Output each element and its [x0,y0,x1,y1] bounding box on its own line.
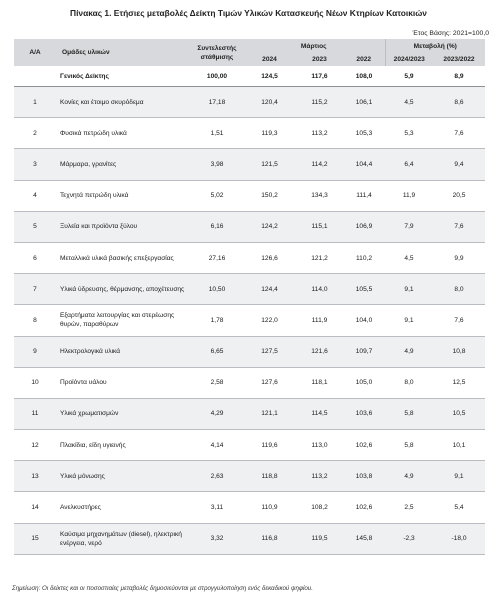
row-number: 6 [14,242,56,273]
index-2022: 111,4 [343,180,385,211]
change-2024-2023: 4,9 [385,461,433,492]
change-2024-2023: 5,3 [385,118,433,149]
weight-value: 3,98 [191,149,243,180]
table-row [14,274,485,305]
change-2024-2023: 8,0 [385,367,433,398]
header-year-2022: 2022 [343,53,385,66]
row-number: 1 [14,87,56,118]
general-index-name: Γενικός Δείκτης [56,66,191,87]
index-2024: 124,4 [243,274,296,305]
table-row [14,492,485,523]
table-row [14,118,485,149]
index-2024: 150,2 [243,180,296,211]
table-row [14,180,485,211]
table-title: Πίνακας 1. Ετήσιες μεταβολές Δείκτη Τιμών Υλικών Κατασκευής Νέων Κτηρίων Κατοικιών [70,8,427,18]
material-group-name: Ηλεκτρολογικά υλικά [56,336,191,367]
material-group-name: Ξυλεία και προϊόντα ξύλου [56,211,191,242]
material-group-name: Φυσικά πετρώδη υλικά [56,118,191,149]
row-number: 12 [14,430,56,461]
row-number: 13 [14,461,56,492]
general-index-row [14,66,485,87]
change-2024-2023: 6,4 [385,149,433,180]
index-2022: 110,2 [343,242,385,273]
table-row [14,211,485,242]
change-2024-2023: 7,9 [385,211,433,242]
index-2024: 119,3 [243,118,296,149]
general-index-change-2023-2022: 8,9 [433,66,485,87]
index-2024: 121,1 [243,398,296,429]
header-change-2023-2022: 2023/2022 [433,53,485,66]
index-2024: 116,8 [243,523,296,554]
change-2023-2022: 10,1 [433,430,485,461]
change-2023-2022: 7,6 [433,118,485,149]
index-2023: 113,2 [296,118,343,149]
index-2022: 106,1 [343,87,385,118]
material-group-name: Ανελκυστήρες [56,492,191,523]
index-2022: 105,3 [343,118,385,149]
weight-value: 6,65 [191,336,243,367]
header-year-2023: 2023 [296,53,343,66]
index-2024: 124,2 [243,211,296,242]
change-2024-2023: -2,3 [385,523,433,554]
material-group-name: Τεχνητά πετρώδη υλικά [56,180,191,211]
material-group-name: Εξαρτήματα λειτουργίας και στερέωσης θυρών, παραθύρων [56,305,191,336]
index-2023: 111,9 [296,305,343,336]
general-index-weight: 100,00 [191,66,243,87]
material-group-name: Κονίες και έτοιμο σκυρόδεμα [56,87,191,118]
table-row [14,149,485,180]
material-group-name: Υλικά ύδρευσης, θέρμανσης, αποχέτευσης [56,274,191,305]
index-2024: 120,4 [243,87,296,118]
material-group-name: Μάρμαρα, γρανίτες [56,149,191,180]
index-2023: 108,2 [296,492,343,523]
index-2022: 102,6 [343,492,385,523]
index-2023: 115,2 [296,87,343,118]
table-header [14,39,485,66]
general-index-change-2024-2023: 5,9 [385,66,433,87]
index-2023: 113,0 [296,430,343,461]
index-2022: 145,8 [343,523,385,554]
index-2023: 134,3 [296,180,343,211]
table-row [14,305,485,336]
change-2023-2022: 7,6 [433,305,485,336]
index-2023: 113,2 [296,461,343,492]
row-number: 11 [14,398,56,429]
weight-value: 1,51 [191,118,243,149]
row-number: 9 [14,336,56,367]
row-number: 7 [14,274,56,305]
index-2024: 119,6 [243,430,296,461]
change-2023-2022: 8,6 [433,87,485,118]
header-march: Μάρτιος [243,39,385,53]
table-row [14,87,485,118]
index-2022: 106,9 [343,211,385,242]
change-2023-2022: 9,9 [433,242,485,273]
change-2023-2022: 7,6 [433,211,485,242]
index-2024: 127,5 [243,336,296,367]
weight-value: 6,16 [191,211,243,242]
base-year-label: Έτος Βάσης: 2021=100,0 [412,30,489,37]
header-change-2024-2023: 2024/2023 [385,53,433,66]
weight-value: 3,32 [191,523,243,554]
change-2024-2023: 5,8 [385,398,433,429]
change-2023-2022: 8,0 [433,274,485,305]
row-number: 8 [14,305,56,336]
index-2024: 122,0 [243,305,296,336]
index-2022: 103,6 [343,398,385,429]
header-change: Μεταβολή (%) [385,39,485,53]
index-2022: 104,4 [343,149,385,180]
footnote: Σημείωση: Οι δείκτες και οι ποσοστιαίες μεταβολές δημοσιεύονται με στρογγυλοποίηση ενός δεκαδικού ψηφίου. [12,585,313,592]
index-2023: 121,2 [296,242,343,273]
change-2024-2023: 4,9 [385,336,433,367]
change-2024-2023: 4,5 [385,242,433,273]
row-number: 5 [14,211,56,242]
change-2023-2022: -18,0 [433,523,485,554]
index-2022: 103,8 [343,461,385,492]
index-2022: 102,6 [343,430,385,461]
row-number: 10 [14,367,56,398]
table-row [14,523,485,554]
weight-value: 2,58 [191,367,243,398]
weight-value: 4,14 [191,430,243,461]
index-2024: 121,5 [243,149,296,180]
general-index-2024: 124,5 [243,66,296,87]
material-group-name: Πλακίδια, είδη υγιεινής [56,430,191,461]
change-2024-2023: 9,1 [385,305,433,336]
index-2023: 114,2 [296,149,343,180]
change-2024-2023: 5,8 [385,430,433,461]
change-2024-2023: 2,5 [385,492,433,523]
general-index-2022: 108,0 [343,66,385,87]
material-group-name: Προϊόντα υάλου [56,367,191,398]
row-number: 2 [14,118,56,149]
table-row [14,242,485,273]
weight-value: 10,50 [191,274,243,305]
header-group: Ομάδες υλικών [56,39,191,66]
table-row [14,367,485,398]
header-weight: Συντελεστής στάθμισης [191,39,243,66]
table-row [14,461,485,492]
change-2023-2022: 10,5 [433,398,485,429]
change-2023-2022: 5,4 [433,492,485,523]
change-2024-2023: 11,9 [385,180,433,211]
general-index-2023: 117,6 [296,66,343,87]
change-2023-2022: 12,5 [433,367,485,398]
index-2024: 118,8 [243,461,296,492]
index-2023: 115,1 [296,211,343,242]
index-2022: 105,0 [343,367,385,398]
row-number: 3 [14,149,56,180]
index-2022: 105,5 [343,274,385,305]
material-group-name: Υλικά χρωματισμών [56,398,191,429]
index-2023: 121,6 [296,336,343,367]
material-group-name: Μεταλλικά υλικά βασικής επεξεργασίας [56,242,191,273]
weight-value: 5,02 [191,180,243,211]
index-2023: 114,0 [296,274,343,305]
change-2023-2022: 10,8 [433,336,485,367]
change-2024-2023: 4,5 [385,87,433,118]
table-body [14,66,485,554]
row-number: 4 [14,180,56,211]
header-aa: Α/Α [14,39,56,66]
index-2023: 118,1 [296,367,343,398]
index-2023: 119,5 [296,523,343,554]
index-2022: 104,0 [343,305,385,336]
change-2023-2022: 20,5 [433,180,485,211]
weight-value: 2,63 [191,461,243,492]
index-2023: 114,5 [296,398,343,429]
index-2024: 127,6 [243,367,296,398]
weight-value: 3,11 [191,492,243,523]
index-2024: 126,6 [243,242,296,273]
change-2024-2023: 9,1 [385,274,433,305]
change-2023-2022: 9,1 [433,461,485,492]
change-2023-2022: 9,4 [433,149,485,180]
weight-value: 4,29 [191,398,243,429]
header-year-2024: 2024 [243,53,296,66]
weight-value: 27,16 [191,242,243,273]
table-row [14,336,485,367]
index-2024: 110,9 [243,492,296,523]
index-2022: 109,7 [343,336,385,367]
weight-value: 1,78 [191,305,243,336]
row-number: 14 [14,492,56,523]
table-row [14,398,485,429]
material-group-name: Καύσιμα μηχανημάτων (diesel), ηλεκτρική ενέργεια, νερό [56,523,191,554]
material-group-name: Υλικά μόνωσης [56,461,191,492]
weight-value: 17,18 [191,87,243,118]
table-row [14,430,485,461]
row-number: 15 [14,523,56,554]
price-index-table [14,39,485,555]
